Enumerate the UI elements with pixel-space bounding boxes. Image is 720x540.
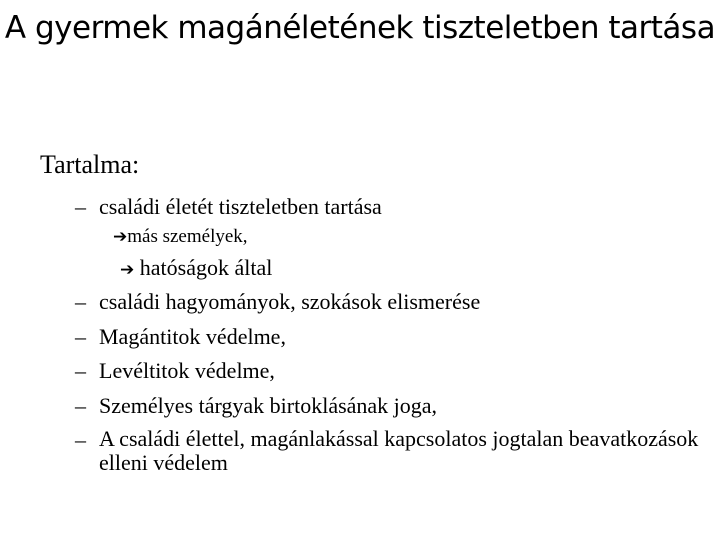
dash-bullet: – [75, 324, 86, 349]
dash-bullet: – [75, 358, 86, 383]
list-item-text: Személyes tárgyak birtoklásának joga, [99, 393, 438, 418]
dash-bullet: – [75, 393, 86, 418]
list-item-text: Magántitok védelme, [99, 324, 286, 349]
arrow-right-icon: ➔ [120, 260, 135, 280]
list-item-text: A családi élettel, magánlakással kapcsolatos jogtalan beavatkozások elleni védelem [99, 426, 699, 475]
slide-title: A gyermek magánéletének tiszteletben tartása [4, 10, 716, 46]
list-item-text: családi hagyományok, szokások elismerése [99, 289, 481, 314]
list-item-text: családi életét tiszteletben tartása [99, 194, 382, 219]
list-item-text: Levéltitok védelme, [99, 358, 275, 383]
sub-list-item [120, 256, 272, 282]
dash-bullet: – [75, 427, 86, 452]
dash-bullet: – [75, 194, 86, 219]
content-heading: Tartalma: [40, 150, 140, 179]
sub-list-item [113, 225, 248, 249]
arrow-right-icon: ➔ [113, 227, 128, 247]
sub-list-item-text: más személyek, [127, 226, 248, 247]
dash-bullet: – [75, 289, 86, 314]
sub-list-item-text: hatóságok által [139, 255, 273, 280]
